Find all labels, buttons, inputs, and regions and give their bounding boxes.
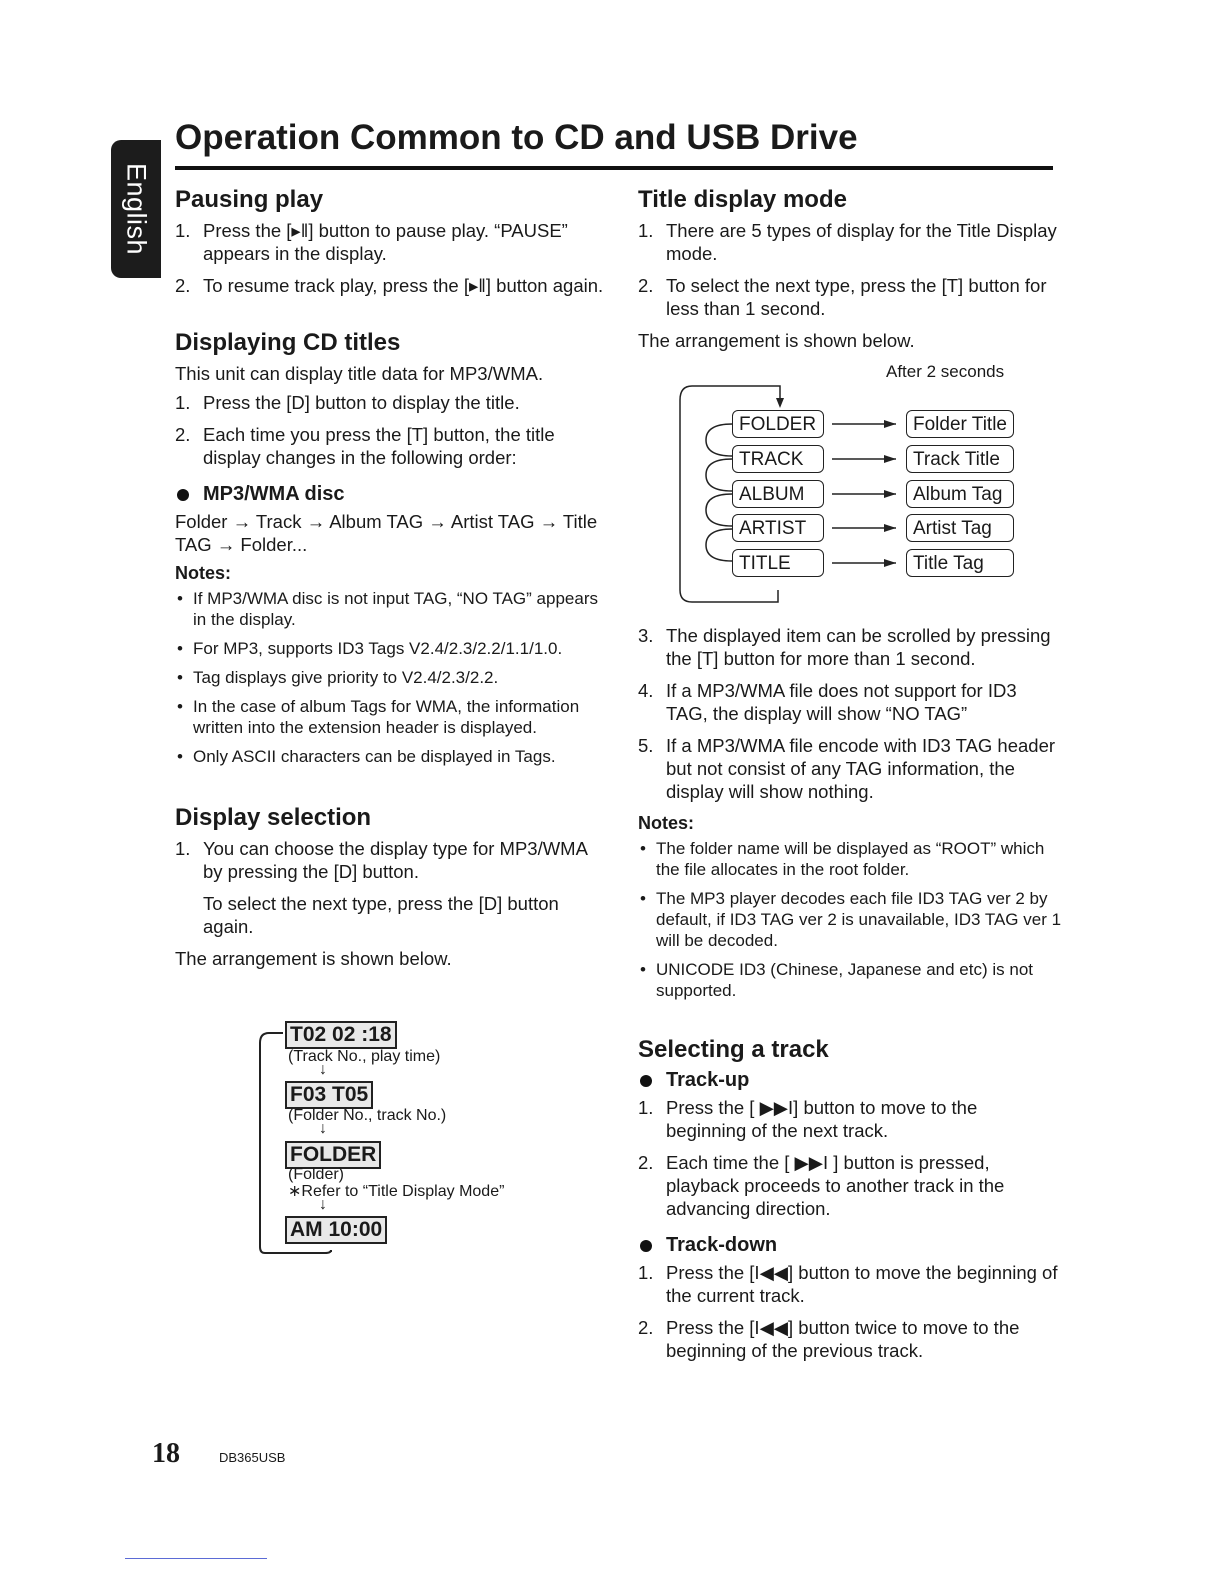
list-item: [638, 1096, 1062, 1142]
cd-titles-heading: Displaying CD titles: [175, 329, 401, 356]
seq-caption: (Track No., play time): [288, 1048, 441, 1065]
note-item: • The MP3 player decodes each file ID3 TAG ver 2 by default, if ID3 TAG ver 2 is unavailable, ID3 TAG ver 1 will be decoded.: [638, 888, 1062, 951]
bottom-divider: [125, 1558, 267, 1559]
item-number: 2.: [175, 424, 191, 445]
list-item: [175, 423, 605, 469]
item-number: 3.: [638, 625, 654, 646]
item-text: There are 5 types of display for the Title Display mode.: [666, 220, 1057, 264]
cd-titles-section: [175, 328, 605, 767]
mode-album-tag: Album Tag: [906, 480, 1014, 508]
mode-title: TITLE: [732, 549, 824, 577]
page-number: 18: [152, 1438, 180, 1469]
item-number: 1.: [175, 220, 191, 241]
page-title: Operation Common to CD and USB Drive: [175, 118, 858, 157]
note-item: • Tag displays give priority to V2.4/2.3/2.2.: [175, 667, 605, 688]
list-item: [638, 1261, 1062, 1307]
item-text: Each time the [ ▶▶I ] button is pressed, playback proceeds to another track in the advancing direction.: [666, 1152, 1005, 1219]
language-tab: [111, 140, 161, 278]
display-selection-sub: To select the next type, press the [D] button again.: [203, 893, 559, 937]
note-item: • The folder name will be displayed as “ROOT” which the file allocates in the root folder.: [638, 838, 1062, 880]
item-text: Press the [▸‖] button to pause play. “PAUSE” appears in the display.: [203, 220, 568, 264]
mode-folder-title: Folder Title: [906, 410, 1014, 438]
list-item: [175, 391, 605, 414]
mode-track: TRACK: [732, 445, 824, 473]
item-text: Press the [D] button to display the title.: [203, 392, 520, 413]
list-item: [175, 274, 605, 297]
note-item: • In the case of album Tags for WMA, the information written into the extension header is displayed.: [175, 696, 605, 738]
list-item: [638, 219, 1068, 265]
seq-box-clock: AM 10:00: [285, 1216, 387, 1244]
list-item: [638, 274, 1068, 320]
cd-titles-intro: This unit can display title data for MP3/WMA.: [175, 363, 544, 384]
item-text: Press the [ ▶▶I] button to move to the beginning of the next track.: [666, 1097, 978, 1141]
list-item: [175, 219, 605, 265]
language-tab-label: English: [121, 162, 152, 256]
note-item: • If MP3/WMA disc is not input TAG, “NO TAG” appears in the display.: [175, 588, 605, 630]
right-column-bottom: [638, 624, 1062, 1371]
mode-folder: FOLDER: [732, 410, 824, 438]
pausing-heading: Pausing play: [175, 186, 324, 213]
title-mode-arrangement: The arrangement is shown below.: [638, 330, 915, 351]
item-number: 1.: [638, 220, 654, 241]
list-item: [638, 1316, 1062, 1362]
after-seconds-label: After 2 seconds: [886, 362, 1005, 381]
display-selection-section: [175, 803, 605, 970]
item-text: To resume track play, press the [▸‖] button again.: [203, 275, 604, 296]
item-text: Press the [I◀◀] button twice to move to the beginning of the previous track.: [666, 1317, 1020, 1361]
notes-heading: Notes:: [638, 813, 695, 833]
list-item: [638, 679, 1062, 725]
item-text: To select the next type, press the [T] button for less than 1 second.: [666, 275, 1047, 319]
display-selection-heading: Display selection: [175, 804, 372, 831]
seq-caption: (Folder): [288, 1166, 345, 1183]
title-order: Folder → Track → Album TAG → Artist TAG → Title TAG → Folder...: [175, 511, 598, 555]
track-up-heading: Track-up: [638, 1069, 1062, 1092]
display-sequence-diagram: [255, 1015, 555, 1260]
down-arrow-icon: ↓: [319, 1120, 327, 1137]
list-item: [638, 734, 1062, 803]
pausing-section: [175, 185, 605, 297]
title-rule: [175, 166, 1053, 170]
note-item: • For MP3, supports ID3 Tags V2.4/2.3/2.2/1.1/1.0.: [175, 638, 605, 659]
mode-artist-tag: Artist Tag: [906, 514, 1014, 542]
item-text: If a MP3/WMA file does not support for ID3 TAG, the display will show “NO TAG”: [666, 680, 1017, 724]
item-text: Each time you press the [T] button, the title display changes in the following order:: [203, 424, 555, 468]
mode-title-tag: Title Tag: [906, 549, 1014, 577]
item-number: 2.: [638, 1152, 654, 1173]
title-mode-heading: Title display mode: [638, 186, 847, 213]
right-column-top: [638, 185, 1068, 358]
selecting-track-section: [638, 1035, 1062, 1362]
item-text: The displayed item can be scrolled by pressing the [T] button for more than 1 second.: [666, 625, 1051, 669]
list-item: [638, 1151, 1062, 1220]
model-number: DB365USB: [219, 1450, 286, 1465]
item-number: 4.: [638, 680, 654, 701]
item-number: 2.: [638, 275, 654, 296]
item-number: 1.: [175, 838, 191, 859]
mode-track-title: Track Title: [906, 445, 1014, 473]
left-column: [175, 185, 605, 976]
title-mode-diagram: [676, 360, 1026, 605]
title-mode-section: [638, 185, 1068, 352]
display-arrangement: The arrangement is shown below.: [175, 948, 452, 969]
seq-box-folder-track: F03 T05: [285, 1081, 373, 1109]
item-number: 1.: [638, 1262, 654, 1283]
down-arrow-icon: ↓: [319, 1061, 327, 1078]
note-item: • UNICODE ID3 (Chinese, Japanese and etc) is not supported.: [638, 959, 1062, 1001]
selecting-heading: Selecting a track: [638, 1036, 829, 1063]
item-text: Press the [I◀◀] button to move the beginning of the current track.: [666, 1262, 1058, 1306]
seq-box-time: T02 02 :18: [285, 1021, 397, 1049]
item-number: 2.: [175, 275, 191, 296]
seq-refer-note: ∗Refer to “Title Display Mode”: [288, 1183, 505, 1200]
item-number: 1.: [175, 392, 191, 413]
list-item: [175, 837, 605, 883]
down-arrow-icon: ↓: [319, 1196, 327, 1213]
notes-heading: Notes:: [175, 563, 232, 583]
item-text: If a MP3/WMA file encode with ID3 TAG header but not consist of any TAG information, the display will show nothing.: [666, 735, 1056, 802]
mode-artist: ARTIST: [732, 514, 824, 542]
item-number: 2.: [638, 1317, 654, 1338]
track-down-heading: Track-down: [638, 1234, 1062, 1257]
mode-album: ALBUM: [732, 480, 824, 508]
list-item: [638, 624, 1062, 670]
item-number: 5.: [638, 735, 654, 756]
seq-caption: (Folder No., track No.): [288, 1107, 447, 1124]
seq-box-folder: FOLDER: [285, 1141, 381, 1169]
item-text: You can choose the display type for MP3/WMA by pressing the [D] button.: [203, 838, 587, 882]
mp3-wma-disc-heading: MP3/WMA disc: [175, 483, 605, 506]
item-number: 1.: [638, 1097, 654, 1118]
note-item: • Only ASCII characters can be displayed in Tags.: [175, 746, 605, 767]
